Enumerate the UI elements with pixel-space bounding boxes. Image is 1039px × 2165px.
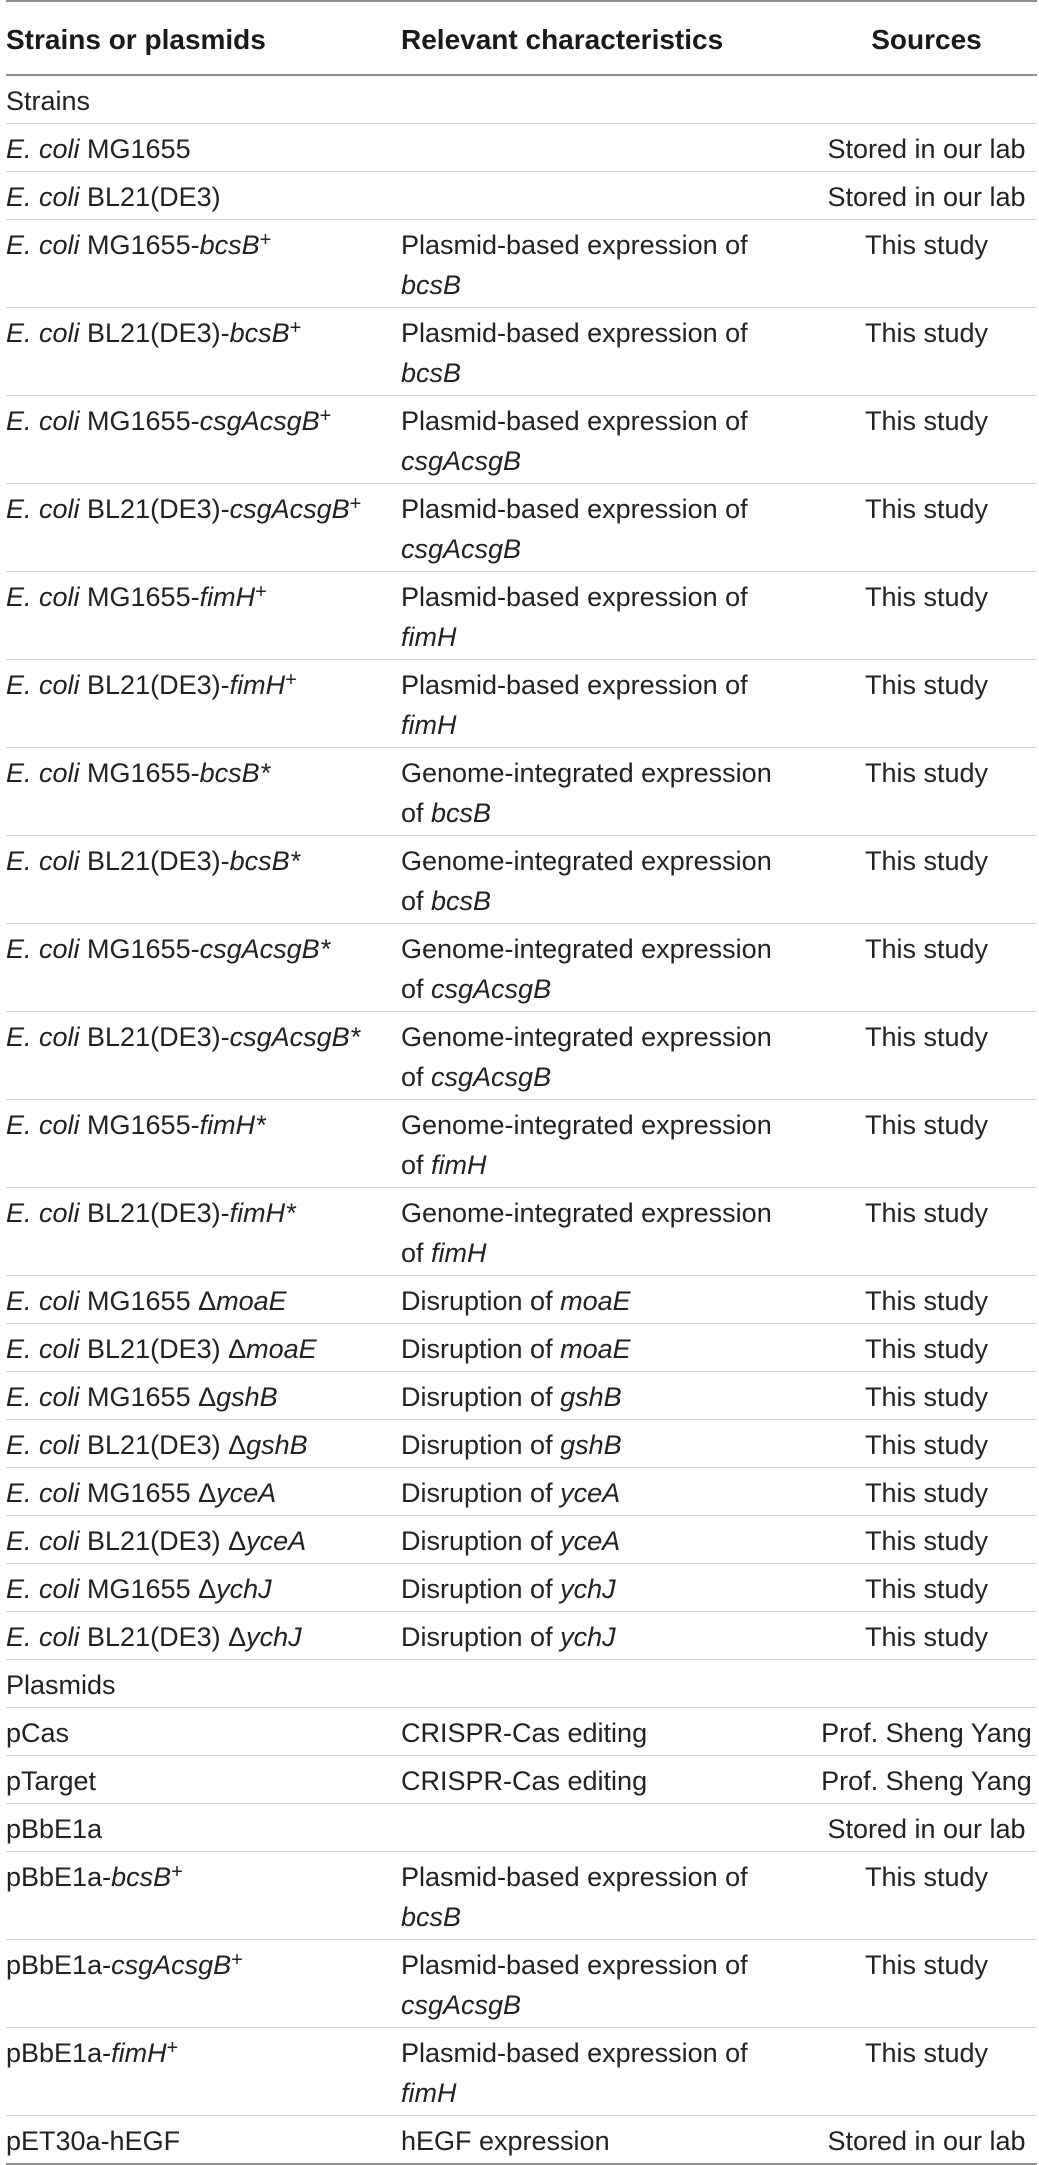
gene-name: ychJ — [246, 1622, 302, 1652]
strain-name-cell — [6, 1516, 401, 1564]
table-row — [6, 1612, 1037, 1660]
characteristics-cell — [401, 748, 816, 836]
table-row — [6, 396, 1037, 484]
characteristics-gene: gshB — [560, 1430, 622, 1460]
characteristics-cell — [401, 396, 816, 484]
strain-designation: MG1655 Δ — [79, 1382, 217, 1412]
characteristics-cell — [401, 1756, 816, 1804]
source-cell: This study — [816, 836, 1037, 924]
characteristics-text: Disruption of — [401, 1622, 561, 1652]
table-row — [6, 1012, 1037, 1100]
superscript-plus: + — [349, 493, 362, 515]
species-name: E. coli — [6, 1198, 80, 1228]
strain-designation: pBbE1a — [6, 1814, 103, 1844]
strain-designation: pBbE1a- — [6, 2038, 112, 2068]
strain-designation: pCas — [6, 1718, 70, 1748]
section-row — [6, 1660, 1037, 1708]
gene-name: yceA — [246, 1526, 307, 1556]
table-body — [6, 75, 1037, 2164]
characteristics-cell — [401, 1804, 816, 1852]
characteristics-text: Disruption of — [401, 1574, 561, 1604]
strain-name-cell — [6, 396, 401, 484]
gene-name: gshB — [246, 1430, 308, 1460]
table-row — [6, 308, 1037, 396]
header-relevant-characteristics: Relevant characteristics — [401, 1, 816, 75]
strain-name-cell — [6, 1804, 401, 1852]
strain-designation: pBbE1a- — [6, 1950, 112, 1980]
species-name: E. coli — [6, 758, 80, 788]
source-cell: This study — [816, 1372, 1037, 1420]
characteristics-gene: yceA — [560, 1478, 621, 1508]
characteristics-text: hEGF expression — [401, 2126, 610, 2156]
strain-name-cell — [6, 1100, 401, 1188]
characteristics-text: Genome-integrated expression of — [401, 1022, 772, 1092]
species-name: E. coli — [6, 134, 80, 164]
table-row — [6, 1276, 1037, 1324]
strain-designation: BL21(DE3) — [79, 182, 221, 212]
characteristics-gene: csgAcsgB — [431, 974, 552, 1004]
table-row — [6, 124, 1037, 172]
characteristics-text: Plasmid-based expression of — [401, 2038, 748, 2068]
strain-designation: pET30a-hEGF — [6, 2126, 181, 2156]
species-name: E. coli — [6, 406, 80, 436]
strain-designation: BL21(DE3) Δ — [79, 1430, 247, 1460]
characteristics-gene: yceA — [560, 1526, 621, 1556]
section-label: Strains — [6, 75, 1037, 124]
strain-designation: MG1655 — [79, 134, 191, 164]
table-row — [6, 1100, 1037, 1188]
characteristics-cell — [401, 124, 816, 172]
superscript-plus: + — [285, 669, 297, 691]
characteristics-gene: fimH — [401, 2078, 457, 2108]
gene-name: fimH — [229, 670, 286, 700]
characteristics-gene: bcsB — [431, 798, 492, 828]
gene-name: csgAcsgB — [229, 494, 350, 524]
characteristics-cell — [401, 1708, 816, 1756]
source-cell: This study — [816, 1468, 1037, 1516]
source-cell: Prof. Sheng Yang — [816, 1708, 1037, 1756]
species-name: E. coli — [6, 1622, 80, 1652]
gene-name: bcsB — [111, 1862, 172, 1892]
strain-designation: pTarget — [6, 1766, 97, 1796]
characteristics-gene: fimH — [431, 1150, 487, 1180]
superscript-plus: + — [319, 405, 332, 427]
characteristics-text: Plasmid-based expression of — [401, 230, 748, 260]
species-name: E. coli — [6, 318, 80, 348]
table-row — [6, 1756, 1037, 1804]
species-name: E. coli — [6, 1382, 80, 1412]
strain-name-cell — [6, 484, 401, 572]
characteristics-text: Genome-integrated expression of — [401, 846, 772, 916]
strain-name-cell — [6, 836, 401, 924]
strain-name-cell — [6, 1188, 401, 1276]
source-cell: This study — [816, 484, 1037, 572]
gene-name: gshB — [216, 1382, 278, 1412]
strain-designation: BL21(DE3) Δ — [79, 1334, 247, 1364]
gene-name: bcsB — [199, 230, 260, 260]
characteristics-cell — [401, 1940, 816, 2028]
superscript-plus: + — [171, 1861, 183, 1883]
source-cell: This study — [816, 1852, 1037, 1940]
table-row — [6, 924, 1037, 1012]
characteristics-cell — [401, 1188, 816, 1276]
table-row — [6, 1324, 1037, 1372]
species-name: E. coli — [6, 934, 80, 964]
characteristics-cell — [401, 2116, 816, 2165]
table-row — [6, 1804, 1037, 1852]
strain-designation: BL21(DE3)- — [79, 494, 230, 524]
characteristics-text: Disruption of — [401, 1478, 561, 1508]
characteristics-cell — [401, 484, 816, 572]
source-cell: This study — [816, 1420, 1037, 1468]
characteristics-gene: moaE — [560, 1334, 631, 1364]
source-cell: This study — [816, 1940, 1037, 2028]
superscript-plus: + — [255, 581, 267, 603]
table-row — [6, 1708, 1037, 1756]
strain-name-cell — [6, 748, 401, 836]
strain-designation: MG1655- — [79, 1110, 200, 1140]
characteristics-cell — [401, 308, 816, 396]
strain-name-cell — [6, 660, 401, 748]
gene-name: csgAcsgB* — [199, 934, 331, 964]
source-cell: This study — [816, 572, 1037, 660]
characteristics-cell — [401, 1468, 816, 1516]
source-cell: This study — [816, 1324, 1037, 1372]
source-cell: This study — [816, 924, 1037, 1012]
characteristics-cell — [401, 2028, 816, 2116]
strain-designation: BL21(DE3)- — [79, 318, 230, 348]
strain-designation: MG1655 Δ — [79, 1478, 217, 1508]
gene-name: moaE — [216, 1286, 287, 1316]
gene-name: fimH* — [199, 1110, 266, 1140]
table-row — [6, 2116, 1037, 2165]
gene-name: bcsB* — [199, 758, 271, 788]
strain-name-cell — [6, 2028, 401, 2116]
table-row — [6, 1852, 1037, 1940]
section-row — [6, 75, 1037, 124]
strain-designation: BL21(DE3)- — [79, 670, 230, 700]
strain-name-cell — [6, 2116, 401, 2165]
characteristics-cell — [401, 924, 816, 1012]
strain-name-cell — [6, 924, 401, 1012]
characteristics-gene: csgAcsgB — [401, 534, 522, 564]
characteristics-gene: bcsB — [401, 358, 462, 388]
species-name: E. coli — [6, 670, 80, 700]
strain-designation: BL21(DE3)- — [79, 846, 230, 876]
table-row — [6, 1372, 1037, 1420]
gene-name: fimH* — [229, 1198, 296, 1228]
characteristics-text: Genome-integrated expression of — [401, 1198, 772, 1268]
strain-designation: MG1655- — [79, 406, 200, 436]
strain-designation: MG1655- — [79, 934, 200, 964]
characteristics-text: Disruption of — [401, 1382, 561, 1412]
characteristics-text: Disruption of — [401, 1286, 561, 1316]
table-row — [6, 172, 1037, 220]
gene-name: moaE — [246, 1334, 317, 1364]
table-row — [6, 748, 1037, 836]
characteristics-cell — [401, 1324, 816, 1372]
characteristics-text: Genome-integrated expression of — [401, 758, 772, 828]
characteristics-gene: fimH — [401, 710, 457, 740]
characteristics-text: Genome-integrated expression of — [401, 934, 772, 1004]
characteristics-gene: csgAcsgB — [431, 1062, 552, 1092]
source-cell: This study — [816, 1612, 1037, 1660]
strains-plasmids-table — [6, 0, 1037, 2165]
header-strains-or-plasmids: Strains or plasmids — [6, 1, 401, 75]
characteristics-text: CRISPR-Cas editing — [401, 1718, 648, 1748]
strain-designation: MG1655 Δ — [79, 1286, 217, 1316]
source-cell: This study — [816, 1100, 1037, 1188]
table-row — [6, 1188, 1037, 1276]
characteristics-text: Plasmid-based expression of — [401, 318, 748, 348]
characteristics-gene: fimH — [431, 1238, 487, 1268]
species-name: E. coli — [6, 1110, 80, 1140]
characteristics-cell — [401, 1564, 816, 1612]
strain-name-cell — [6, 124, 401, 172]
strain-name-cell — [6, 1012, 401, 1100]
strain-designation: MG1655- — [79, 758, 200, 788]
gene-name: csgAcsgB — [111, 1950, 232, 1980]
strain-name-cell — [6, 1276, 401, 1324]
strain-name-cell — [6, 1940, 401, 2028]
strain-name-cell — [6, 220, 401, 308]
superscript-plus: + — [259, 229, 272, 251]
gene-name: fimH — [111, 2038, 167, 2068]
characteristics-cell — [401, 1012, 816, 1100]
species-name: E. coli — [6, 1478, 80, 1508]
source-cell: This study — [816, 660, 1037, 748]
characteristics-cell — [401, 1612, 816, 1660]
characteristics-gene: bcsB — [401, 270, 462, 300]
source-cell: This study — [816, 1276, 1037, 1324]
characteristics-text: Disruption of — [401, 1526, 561, 1556]
characteristics-cell — [401, 1516, 816, 1564]
table-row — [6, 1564, 1037, 1612]
strain-name-cell — [6, 1756, 401, 1804]
species-name: E. coli — [6, 182, 80, 212]
gene-name: fimH — [199, 582, 256, 612]
source-cell: This study — [816, 1564, 1037, 1612]
header-sources: Sources — [816, 1, 1037, 75]
characteristics-cell — [401, 1100, 816, 1188]
characteristics-gene: csgAcsgB — [401, 446, 522, 476]
characteristics-text: Plasmid-based expression of — [401, 406, 748, 436]
source-cell: This study — [816, 220, 1037, 308]
strain-name-cell — [6, 308, 401, 396]
table-row — [6, 220, 1037, 308]
characteristics-gene: bcsB — [401, 1902, 462, 1932]
strain-designation: BL21(DE3) Δ — [79, 1622, 247, 1652]
strain-designation: BL21(DE3)- — [79, 1022, 230, 1052]
source-cell: This study — [816, 396, 1037, 484]
characteristics-gene: gshB — [560, 1382, 622, 1412]
gene-name: csgAcsgB — [199, 406, 320, 436]
species-name: E. coli — [6, 1526, 80, 1556]
source-cell: Stored in our lab — [816, 172, 1037, 220]
characteristics-text: Genome-integrated expression of — [401, 1110, 772, 1180]
characteristics-text: Plasmid-based expression of — [401, 582, 748, 612]
strain-name-cell — [6, 1324, 401, 1372]
superscript-plus: + — [166, 2037, 179, 2059]
characteristics-cell — [401, 572, 816, 660]
source-cell: Stored in our lab — [816, 2116, 1037, 2165]
species-name: E. coli — [6, 230, 80, 260]
characteristics-cell — [401, 660, 816, 748]
strain-name-cell — [6, 1420, 401, 1468]
source-cell: This study — [816, 1516, 1037, 1564]
gene-name: csgAcsgB* — [229, 1022, 361, 1052]
table-row — [6, 1516, 1037, 1564]
table-header-row — [6, 1, 1037, 75]
section-label: Plasmids — [6, 1660, 1037, 1708]
table-row — [6, 2028, 1037, 2116]
characteristics-cell — [401, 172, 816, 220]
source-cell: Stored in our lab — [816, 124, 1037, 172]
gene-name: bcsB* — [229, 846, 301, 876]
source-cell: This study — [816, 308, 1037, 396]
characteristics-text: Plasmid-based expression of — [401, 1950, 748, 1980]
strain-name-cell — [6, 172, 401, 220]
source-cell: This study — [816, 2028, 1037, 2116]
characteristics-cell — [401, 1852, 816, 1940]
characteristics-text: Disruption of — [401, 1334, 561, 1364]
table-row — [6, 836, 1037, 924]
strain-designation: MG1655- — [79, 582, 200, 612]
species-name: E. coli — [6, 1286, 80, 1316]
strain-designation: pBbE1a- — [6, 1862, 112, 1892]
gene-name: yceA — [216, 1478, 277, 1508]
source-cell: Prof. Sheng Yang — [816, 1756, 1037, 1804]
characteristics-cell — [401, 1276, 816, 1324]
characteristics-text: Plasmid-based expression of — [401, 1862, 748, 1892]
strain-designation: MG1655- — [79, 230, 200, 260]
characteristics-cell — [401, 836, 816, 924]
species-name: E. coli — [6, 1574, 80, 1604]
characteristics-gene: ychJ — [560, 1622, 616, 1652]
characteristics-text: Disruption of — [401, 1430, 561, 1460]
source-cell: Stored in our lab — [816, 1804, 1037, 1852]
table-row — [6, 572, 1037, 660]
gene-name: ychJ — [216, 1574, 272, 1604]
source-cell: This study — [816, 1188, 1037, 1276]
strain-name-cell — [6, 1612, 401, 1660]
strain-name-cell — [6, 1372, 401, 1420]
strain-name-cell — [6, 1708, 401, 1756]
characteristics-gene: moaE — [560, 1286, 631, 1316]
characteristics-gene: ychJ — [560, 1574, 616, 1604]
characteristics-text: CRISPR-Cas editing — [401, 1766, 648, 1796]
species-name: E. coli — [6, 582, 80, 612]
strain-designation: MG1655 Δ — [79, 1574, 217, 1604]
source-cell: This study — [816, 1012, 1037, 1100]
characteristics-gene: fimH — [401, 622, 457, 652]
strain-designation: BL21(DE3)- — [79, 1198, 230, 1228]
species-name: E. coli — [6, 1334, 80, 1364]
species-name: E. coli — [6, 1430, 80, 1460]
table-row — [6, 1420, 1037, 1468]
table-row — [6, 660, 1037, 748]
superscript-plus: + — [231, 1949, 243, 1971]
characteristics-gene: bcsB — [431, 886, 492, 916]
characteristics-cell — [401, 1420, 816, 1468]
table-row — [6, 484, 1037, 572]
characteristics-text: Plasmid-based expression of — [401, 670, 748, 700]
species-name: E. coli — [6, 494, 80, 524]
species-name: E. coli — [6, 1022, 80, 1052]
characteristics-text: Plasmid-based expression of — [401, 494, 748, 524]
strain-name-cell — [6, 1564, 401, 1612]
characteristics-cell — [401, 220, 816, 308]
strain-name-cell — [6, 1468, 401, 1516]
characteristics-gene: csgAcsgB — [401, 1990, 522, 2020]
species-name: E. coli — [6, 846, 80, 876]
gene-name: bcsB — [229, 318, 290, 348]
table-row — [6, 1468, 1037, 1516]
strain-name-cell — [6, 572, 401, 660]
strain-name-cell — [6, 1852, 401, 1940]
strain-designation: BL21(DE3) Δ — [79, 1526, 247, 1556]
source-cell: This study — [816, 748, 1037, 836]
table-row — [6, 1940, 1037, 2028]
characteristics-cell — [401, 1372, 816, 1420]
superscript-plus: + — [289, 317, 302, 339]
